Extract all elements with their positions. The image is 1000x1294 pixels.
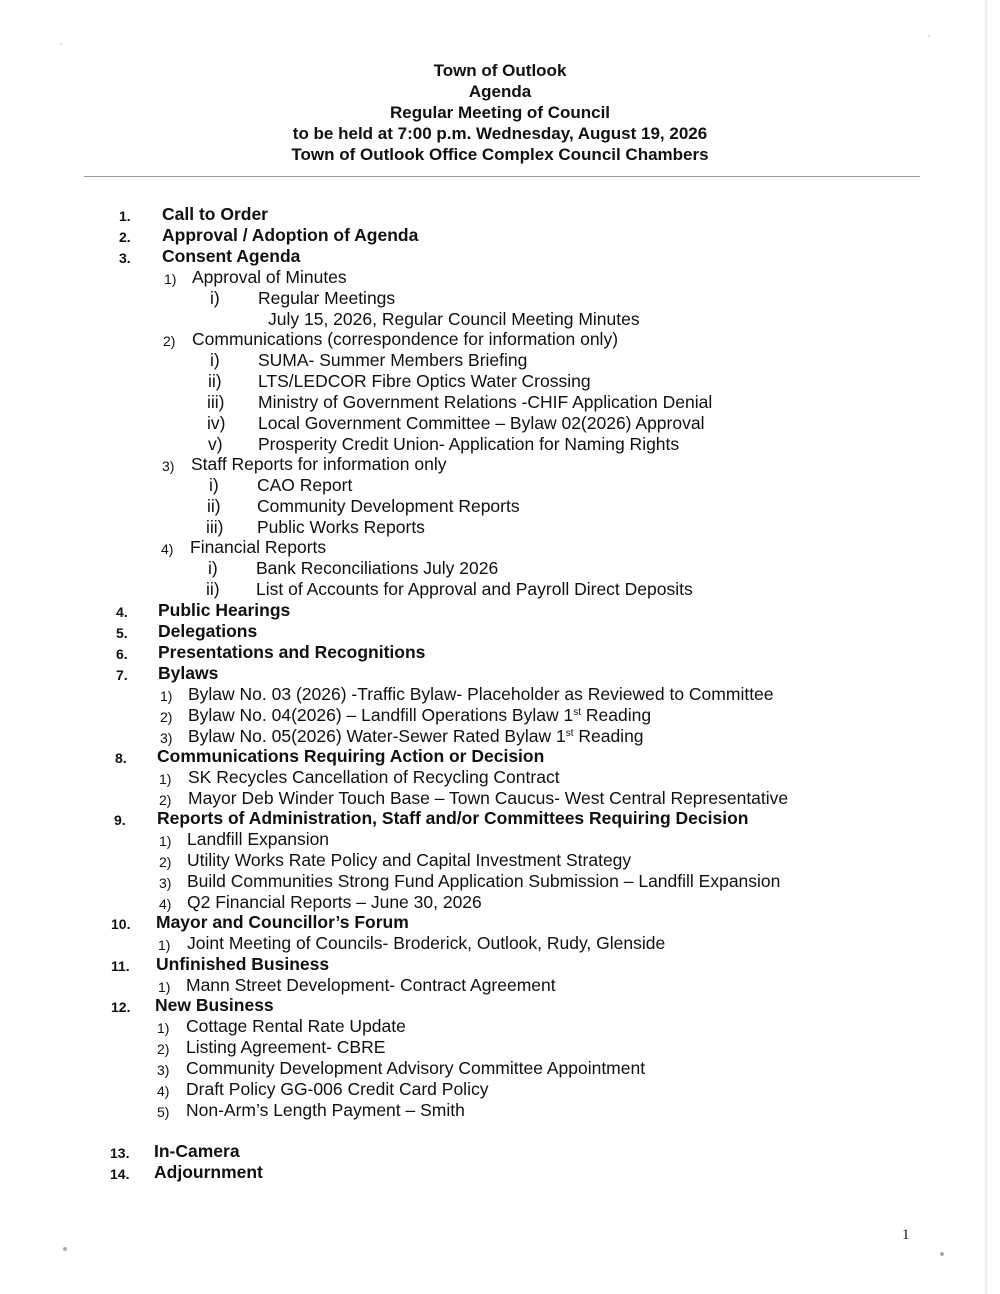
subsubitem-text: LTS/LEDCOR Fibre Optics Water Crossing [258, 371, 591, 391]
subsubitem-number: v) [208, 434, 223, 454]
subitem-text: Cottage Rental Rate Update [186, 1016, 406, 1036]
item-title: Approval / Adoption of Agenda [162, 225, 419, 245]
subitem-text: Financial Reports [190, 537, 327, 557]
subitem-number: 1) [158, 937, 171, 953]
subsubitem-text: SUMA- Summer Members Briefing [258, 350, 528, 370]
subsubitem-text: Prosperity Credit Union- Application for Naming Rights [258, 434, 680, 454]
subsubitem-text: Regular Meetings [258, 288, 396, 308]
subitem-text-main: Bylaw No. 04(2026) – Landfill Operations Bylaw 1 [188, 705, 574, 725]
subsubitem-text: List of Accounts for Approval and Payroll Direct Deposits [256, 579, 693, 599]
subitem-text: Mann Street Development- Contract Agreement [186, 975, 556, 995]
item-number: 10. [111, 916, 131, 932]
scan-speck [940, 1252, 944, 1256]
item-title: Unfinished Business [156, 954, 330, 974]
item-title: Bylaws [158, 663, 219, 683]
subitem-text: Build Communities Strong Fund Application Submission – Landfill Expansion [187, 871, 781, 891]
item-title: Communications Requiring Action or Decision [157, 746, 545, 766]
subsubitem-number: ii) [207, 496, 221, 516]
subitem-number: 2) [160, 709, 173, 725]
subitem-text-tail: Reading [573, 726, 644, 746]
subsubitem-number: iii) [206, 517, 224, 537]
scan-speck [63, 1247, 67, 1251]
item-number: 2. [119, 229, 131, 245]
subsubitem-text: Bank Reconciliations July 2026 [256, 558, 499, 578]
subsubitem-text: Public Works Reports [257, 517, 425, 537]
item-title: Call to Order [162, 204, 268, 224]
subsubitem-number: ii) [206, 579, 220, 599]
subitem-number: 1) [157, 1020, 170, 1036]
minutes-detail: July 15, 2026, Regular Council Meeting Minutes [268, 309, 640, 329]
page-edge [985, 0, 987, 1294]
item-number: 13. [110, 1145, 130, 1161]
subitem-text: Joint Meeting of Councils- Broderick, Outlook, Rudy, Glenside [187, 933, 666, 953]
scan-speck [60, 43, 62, 45]
item-number: 11. [111, 958, 130, 974]
item-title: Adjournment [154, 1162, 263, 1182]
subsubitem-text: Community Development Reports [257, 496, 520, 516]
item-title: In-Camera [154, 1141, 240, 1161]
document-title: Agenda [468, 82, 532, 101]
item-number: 9. [114, 812, 126, 828]
item-title: Consent Agenda [162, 246, 301, 266]
subitem-text: Utility Works Rate Policy and Capital Investment Strategy [187, 850, 632, 870]
subsubitem-text: CAO Report [257, 475, 353, 495]
scan-speck [928, 35, 930, 37]
subitem-text: Listing Agreement- CBRE [186, 1037, 386, 1057]
subsubitem-number: i) [209, 475, 219, 495]
subsubitem-number: iv) [207, 413, 226, 433]
subsubitem-number: ii) [208, 371, 222, 391]
item-title: Public Hearings [158, 600, 291, 620]
subsubitem-number: iii) [207, 392, 225, 412]
subsubitem-number: i) [208, 558, 218, 578]
subitem-number: 1) [159, 833, 172, 849]
item-title: New Business [155, 995, 274, 1015]
subitem-text: Communications (correspondence for information only) [192, 329, 619, 349]
subitem-number: 2) [159, 792, 172, 808]
subitem-number: 3) [162, 458, 175, 474]
meeting-datetime: to be held at 7:00 p.m. Wednesday, August 19, 2026 [292, 124, 708, 143]
item-number: 3. [119, 250, 131, 266]
item-number: 6. [116, 646, 128, 662]
item-number: 8. [115, 750, 127, 766]
subitem-text-tail: Reading [581, 705, 652, 725]
item-number: 7. [116, 667, 128, 683]
subitem-number: 4) [159, 896, 172, 912]
subitem-text: Mayor Deb Winder Touch Base – Town Caucus- West Central Representative [188, 788, 789, 808]
subitem-text: Approval of Minutes [192, 267, 347, 287]
header-divider [84, 176, 920, 177]
item-number: 4. [116, 604, 128, 620]
ordinal-suffix: st [565, 728, 574, 739]
meeting-location: Town of Outlook Office Complex Council Chambers [291, 145, 709, 164]
item-number: 1. [119, 208, 131, 224]
subitem-text: SK Recycles Cancellation of Recycling Contract [188, 767, 560, 787]
subsubitem-text: Ministry of Government Relations -CHIF Application Denial [258, 392, 713, 412]
item-number: 14. [110, 1166, 130, 1182]
subitem-text: Landfill Expansion [187, 829, 330, 849]
subitem-number: 3) [159, 875, 172, 891]
meeting-title: Regular Meeting of Council [389, 103, 611, 122]
subitem-text: Community Development Advisory Committee Appointment [186, 1058, 646, 1078]
item-number: 5. [116, 625, 128, 641]
subitem-number: 4) [157, 1083, 170, 1099]
item-title: Presentations and Recognitions [158, 642, 426, 662]
item-title: Delegations [158, 621, 258, 641]
subitem-text-main: Bylaw No. 05(2026) Water-Sewer Rated Bylaw 1 [188, 726, 566, 746]
subsubitem-number: i) [210, 350, 220, 370]
subitem-text: Bylaw No. 03 (2026) -Traffic Bylaw- Placeholder as Reviewed to Committee [188, 684, 774, 704]
subitem-number: 1) [160, 688, 173, 704]
subitem-text: Non-Arm’s Length Payment – Smith [186, 1100, 465, 1120]
subitem-text [188, 726, 644, 747]
subitem-number: 1) [159, 771, 172, 787]
subitem-number: 2) [157, 1041, 170, 1057]
subitem-number: 2) [163, 333, 176, 349]
item-title: Mayor and Councillor’s Forum [156, 912, 409, 932]
ordinal-suffix: st [573, 707, 581, 718]
subitem-number: 1) [164, 271, 177, 287]
subitem-number: 3) [157, 1062, 170, 1078]
town-title: Town of Outlook [433, 61, 567, 80]
subitem-text: Staff Reports for information only [191, 454, 447, 474]
subsubitem-number: i) [210, 288, 220, 308]
subitem-number: 3) [160, 730, 173, 746]
subitem-text: Q2 Financial Reports – June 30, 2026 [187, 892, 482, 912]
subitem-number: 4) [161, 541, 174, 557]
subitem-number: 2) [159, 854, 172, 870]
subitem-number: 5) [157, 1104, 170, 1120]
subitem-text [188, 705, 651, 726]
item-number: 12. [111, 999, 131, 1015]
subitem-number: 1) [158, 979, 171, 995]
page-number: 1 [902, 1227, 910, 1243]
subsubitem-text: Local Government Committee – Bylaw 02(2026) Approval [258, 413, 705, 433]
item-title: Reports of Administration, Staff and/or Committees Requiring Decision [157, 808, 749, 828]
subitem-text: Draft Policy GG-006 Credit Card Policy [186, 1079, 489, 1099]
